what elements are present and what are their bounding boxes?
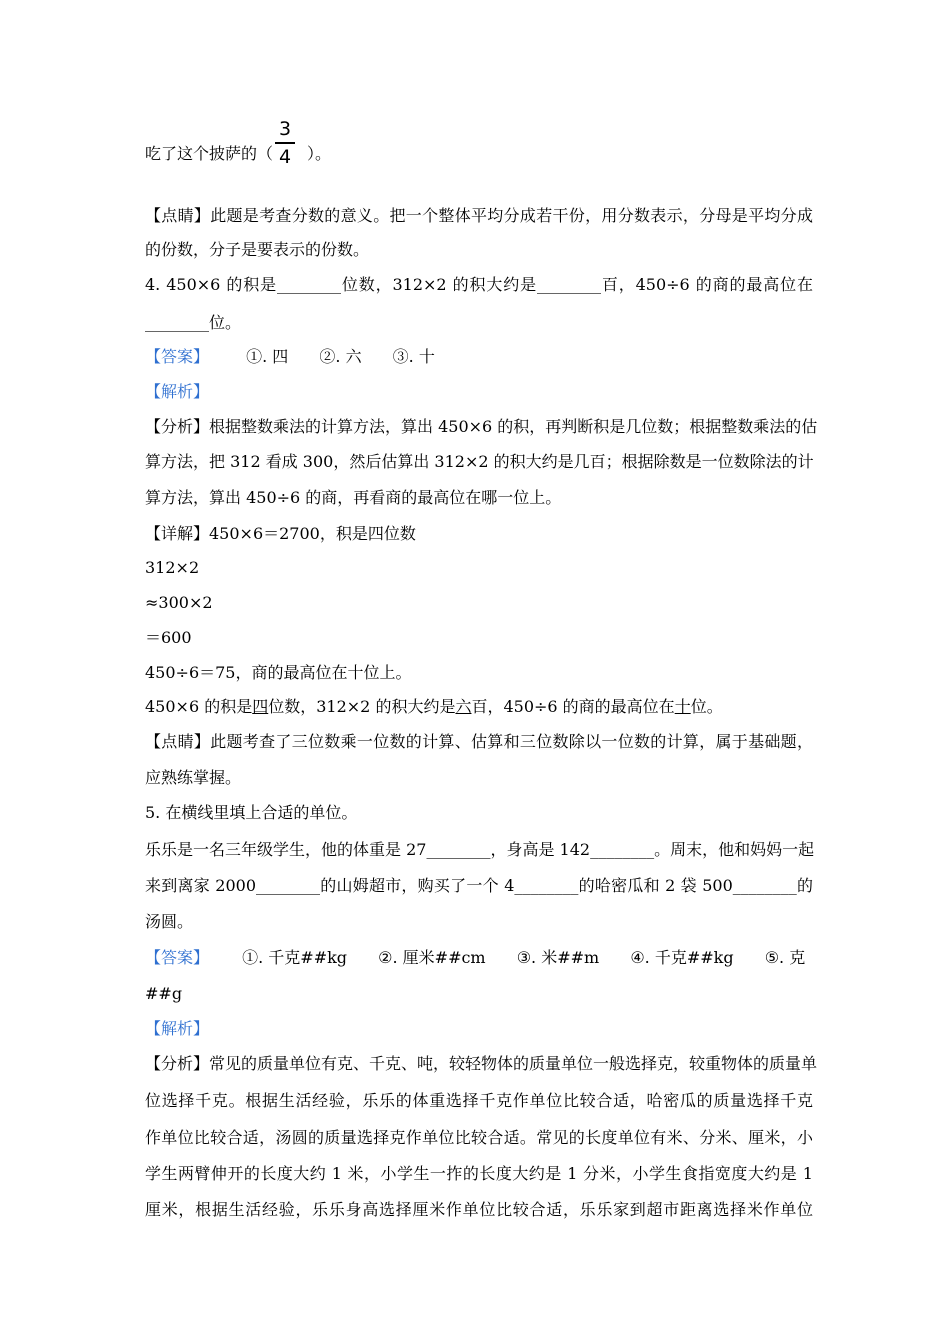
q5-answer-line — [145, 948, 813, 968]
fraction-denominator: 4 — [278, 145, 292, 168]
q5-analysis-line-3: 作单位比较合适，汤圆的质量选择克作单位比较合适。常见的长度单位有米、分米、厘米，小 — [145, 1128, 813, 1147]
q4-answer-line — [145, 347, 813, 367]
q4-analysis-line-1: 【分析】根据整数乘法的计算方法，算出 450×6 的积，再判断积是几位数；根据整数乘法的估 — [145, 417, 818, 436]
q4-analysis-line-3: 算方法，算出 450÷6 的商，再看商的最高位在哪一位上。 — [145, 488, 562, 507]
q4-detail-line-2: 312×2 — [145, 558, 200, 577]
pizza-line — [145, 144, 813, 164]
q4-detail-line-1: 【详解】450×6＝2700，积是四位数 — [145, 524, 416, 543]
q5-analysis-label: 【解析】 — [145, 1019, 210, 1038]
q5-answer-continued: ##g — [145, 984, 183, 1003]
pizza-text-before: 吃了这个披萨的（ — [145, 144, 274, 163]
q4-question-line-2: ________位。 — [145, 313, 242, 332]
q3-note-line-1: 【点睛】此题是考查分数的意义。把一个整体平均分成若干份，用分数表示，分母是平均分成 — [145, 206, 813, 225]
q5-analysis-line-5: 厘米，根据生活经验，乐乐身高选择厘米作单位比较合适，乐乐家到超市距离选择米作单位 — [145, 1200, 813, 1219]
q5-analysis-line-1: 【分析】常见的质量单位有克、千克、吨，较轻物体的质量单位一般选择克，较重物体的质量单 — [145, 1054, 818, 1073]
q4-note-line-2: 应熟练掌握。 — [145, 768, 242, 787]
q4-summary-text-1: 450×6 的积是 — [145, 697, 253, 716]
answer-label: 【答案】 — [145, 347, 210, 366]
q4-summary-text-2: 位数，312×2 的积大约是 — [268, 697, 456, 716]
fraction-numerator: 3 — [278, 118, 292, 140]
q4-answer-1: ①. 四 — [246, 347, 289, 366]
q5-text-line-2: 来到离家 2000________的山姆超市，购买了一个 4________的哈密瓜和 2 袋 500________的 — [145, 876, 813, 895]
pizza-text-after: ）。 — [307, 144, 332, 163]
q5-text-line-1: 乐乐是一名三年级学生，他的体重是 27________，身高是 142________。周末，他和妈妈一起 — [145, 840, 815, 859]
q4-summary-answer-2: 六 — [455, 697, 472, 716]
q4-answer-3: ③. 十 — [392, 347, 435, 366]
q3-note-line-2: 的份数，分子是要表示的份数。 — [145, 240, 370, 259]
q5-title: 5. 在横线里填上合适的单位。 — [145, 803, 358, 822]
q4-detail-line-4: ＝600 — [145, 628, 192, 647]
q4-summary-text-3: 百，450÷6 的商的最高位在 — [471, 697, 675, 716]
q4-answer-2: ②. 六 — [319, 347, 362, 366]
answer-label-q5: 【答案】 — [145, 948, 210, 967]
q5-answer-5: ⑤. 克 — [764, 948, 806, 967]
q4-summary-text-4: 位。 — [690, 697, 723, 716]
q4-analysis-label: 【解析】 — [145, 382, 210, 401]
q4-detail-line-5: 450÷6＝75，商的最高位在十位上。 — [145, 663, 412, 682]
q5-analysis-line-2: 位选择千克。根据生活经验，乐乐的体重选择千克作单位比较合适，哈密瓜的质量选择千克 — [145, 1091, 813, 1110]
q4-analysis-line-2: 算方法，把 312 看成 300，然后估算出 312×2 的积大约是几百；根据除数是一位数除法的计 — [145, 452, 814, 471]
q4-summary-answer-3: 十 — [674, 697, 691, 716]
q5-text-line-3: 汤圆。 — [145, 912, 194, 931]
q5-analysis-line-4: 学生两臂伸开的长度大约 1 米，小学生一拃的长度大约是 1 分米，小学生食指宽度大约是 1 — [145, 1164, 813, 1183]
q5-answer-4: ④. 千克##kg — [630, 948, 734, 967]
q5-answer-1: ①. 千克##kg — [242, 948, 348, 967]
q5-answer-3: ③. 米##m — [516, 948, 600, 967]
q4-summary-answer-1: 四 — [252, 697, 269, 716]
q5-answer-2: ②. 厘米##cm — [378, 948, 486, 967]
q4-summary-line — [145, 697, 813, 717]
q4-question-line-1: 4. 450×6 的积是________位数，312×2 的积大约是________百，450÷6 的商的最高位在 — [145, 275, 813, 294]
q4-note-line-1: 【点睛】此题考查了三位数乘一位数的计算、估算和三位数除以一位数的计算，属于基础题， — [145, 732, 813, 751]
q4-detail-line-3: ≈300×2 — [145, 593, 213, 612]
